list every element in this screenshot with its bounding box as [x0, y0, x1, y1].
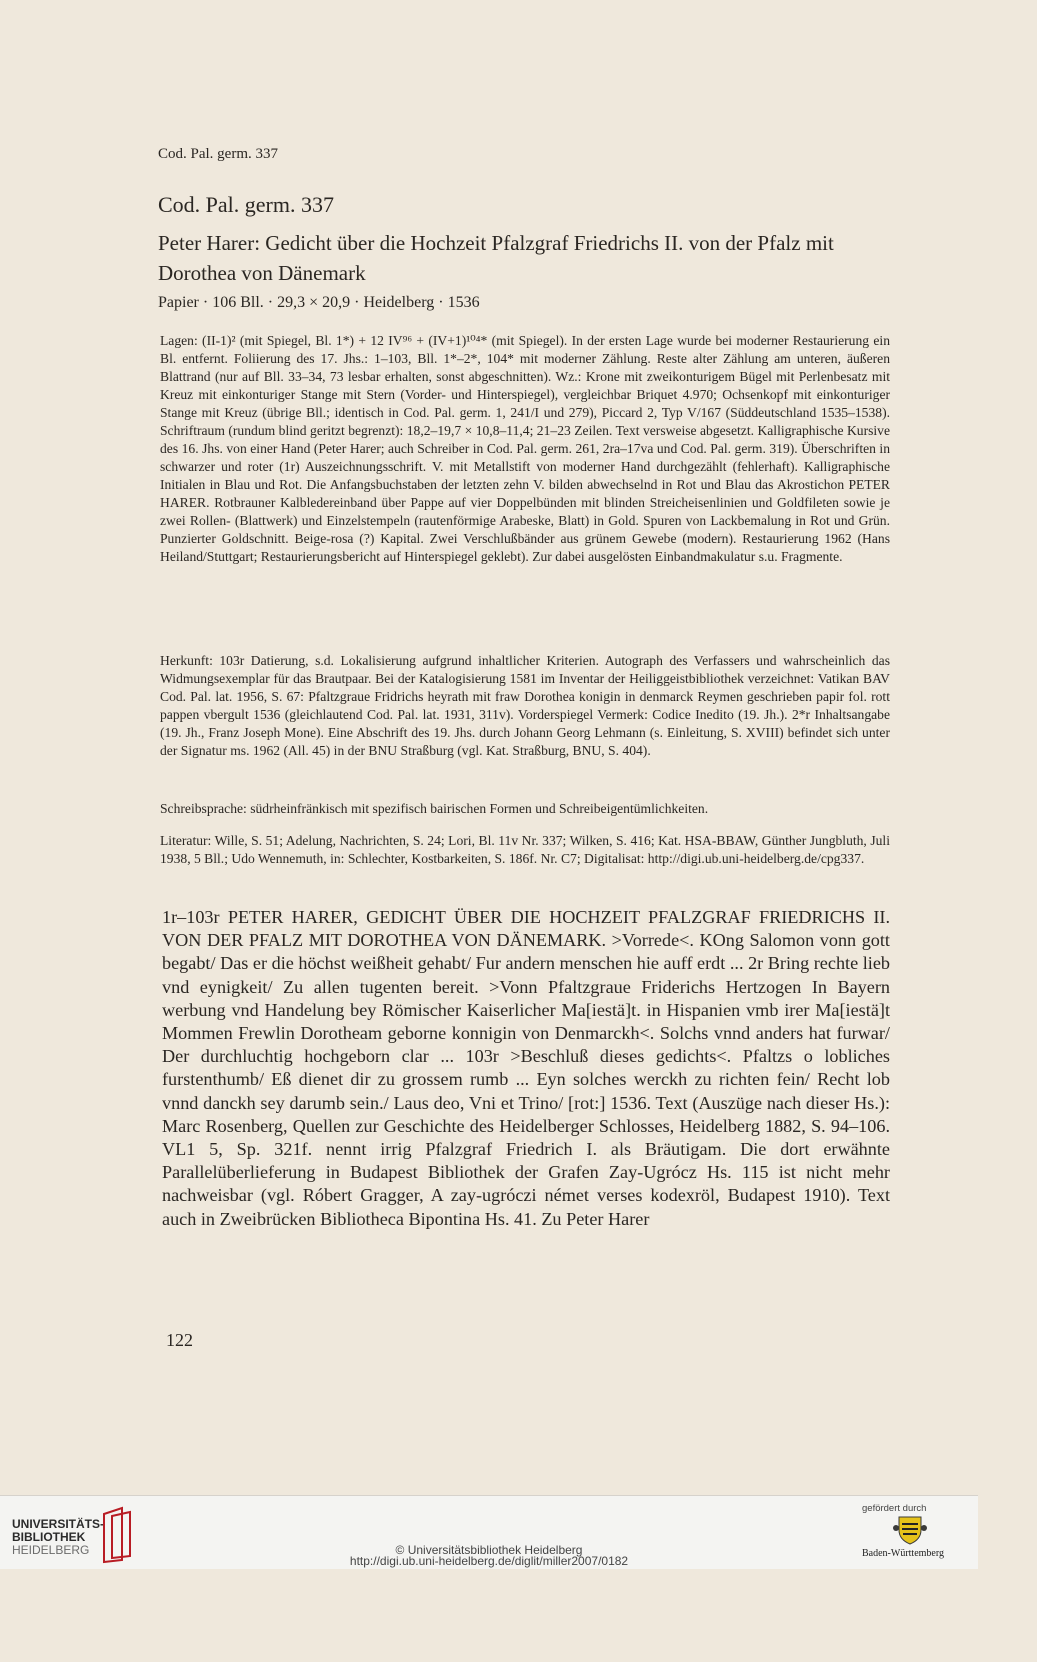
logo-line-2: BIBLIOTHEK — [12, 1530, 86, 1544]
coat-of-arms-icon — [893, 1514, 927, 1546]
logo-line-1: UNIVERSITÄTS- — [12, 1517, 105, 1531]
entry-meta: Papier · 106 Bll. · 29,3 × 20,9 · Heidelberg · 1536 — [158, 294, 480, 311]
literature-paragraph: Literatur: Wille, S. 51; Adelung, Nachrichten, S. 24; Lori, Bl. 11v Nr. 337; Wilken, S. 416; Kat. HSA-BBAW, Günther Jungbluth, Juli 1938, 5 Bll.; Udo Wennemuth, in: Schlechter, Kostbarkeiten, S. 186f. Nr. C7; Digitalisat: http://digi.ub.uni-heidelberg.de/cpg337. — [160, 833, 890, 866]
provenance-paragraph: Herkunft: 103r Datierung, s.d. Lokalisierung aufgrund inhaltlicher Kriterien. Autograph des Verfassers und wahrscheinlich das Widmungsexemplar für das Brautpaar. Bei der Katalogisierung 1581 im Inventar der Heiliggeistbibliothek verzeichnet: Vatikan BAV Cod. Pal. lat. 1956, S. 67: Pfaltzgraue Fridrichs heyrath mit fraw Dorothea konigin in denmarck Reymen geschrieben papir fol. rott pappen vbergult 1536 (gleichlautend Cod. Pal. lat. 1931, 311v). Vorderspiegel Vermerk: Codice Inedito (19. Jh.). 2*r Inhaltsangabe (19. Jh., Franz Joseph Mone). Eine Abschrift des 19. Jhs. durch Johann Georg Lehmann (s. Einleitung, S. XVIII) befindet sich unter der Signatur ms. 1962 (All. 45) in der BNU Straßburg (vgl. Kat. Straßburg, BNU, S. 404). — [160, 653, 890, 758]
permalink[interactable]: http://digi.ub.uni-heidelberg.de/diglit/miller2007/0182 — [349, 1554, 629, 1568]
sponsor-label: gefördert durch — [862, 1503, 927, 1514]
codicological-description: Lagen: (II-1)² (mit Spiegel, Bl. 1*) + 12 IV⁹⁶ + (IV+1)¹⁰⁴* (mit Spiegel). In der ersten Lage wurde bei moderner Restaurierung ein Bl. entfernt. Foliierung des 17. Jhs.: 1–103, Bll. 1*–2*, 104* mit moderner Zählung. Reste alter Zählung am unteren, äußeren Blattrand (nur auf Bll. 33–34, 73 lesbar erhalten, sonst abgeschnitten). Wz.: Krone mit zweikonturigem Bügel mit Perlenbesatz mit Kreuz mit einkonturiger Stange mit Stern (Vorder- und Hinterspiegel), vergleichbar Briquet 4.970; Ochsenkopf mit einkonturiger Stange mit Kreuz (übrige Bll.; identisch in Cod. Pal. germ. 1, 241/I und 279), Piccard 2, Typ V/167 (Süddeutschland 1535–1538). Schriftraum (rundum blind geritzt begrenzt): 18,2–19,7 × 10,8–11,4; 21–23 Zeilen. Text versweise abgesetzt. Kalligraphische Kursive des 16. Jhs. von einer Hand (Peter Harer; auch Schreiber in Cod. Pal. germ. 261, 2ra–17va und Cod. Pal. germ. 319). Überschriften in schwarzer und roter (1r) Auszeichnungsschrift. V. mit Metallstift von moderner Hand durchgezählt (fehlerhaft). Kalligraphische Initialen in Blau und Rot. Die Anfangsbuchstaben der letzten zehn V. bilden abwechselnd in Rot und Blau das Akrostichon PETER HARER. Rotbrauner Kalbledereinband über Pappe auf vier Doppelbünden mit blinden Streicheisenlinien und Goldfileten sowie je zwei Rollen- (Blattwerk) und Einzelstempeln (rautenförmige Arabeske, Blatt) in Gold. Spuren von Lackbemalung in Rot und Grün. Punzierter Goldschnitt. Beige-rosa (?) Kapital. Zwei Verschlußbänder aus grünem Gewebe (modern). Restaurierung 1962 (Hans Heiland/Stuttgart; Restaurierungsbericht auf Hinterspiegel geklebt). Zur dabei ausgelösten Einbandmakulatur s.u. Fragmente. — [160, 333, 890, 564]
logo-line-3: HEIDELBERG — [12, 1543, 90, 1557]
entry-title: Peter Harer: Gedicht über die Hochzeit Pfalzgraf Friedrichs II. von der Pfalz mit Dorothea von Dänemark — [158, 231, 834, 285]
content-entry: 1r–103r PETER HARER, GEDICHT ÜBER DIE HOCHZEIT PFALZGRAF FRIEDRICHS II. VON DER PFALZ MIT DOROTHEA VON DÄNEMARK. >Vorrede<. KOng Salomon vonn gott begabt/ Das er die höchst weißheit gehabt/ Fur andern menschen hie auff erdt ... 2r Bring rechte lieb vnd eynigkeit/ Zu allen tugenten bereit. >Vonn Pfaltzgraue Friderichs Hertzogen In Bayern werbung vnd Handelung bey Römischer Kaiserlicher Ma[iestä]t. in Hispanien vmb irer Ma[iestä]t Mommen Frewlin Dorotheam geborne konnigin von Denmarckh<. Solchs vnnd anders hat furwar/ Der durchluchtig hochgeborn clar ... 103r >Beschluß dieses gedichts<. Pfaltzs o lobliches furstenthumb/ Eß dienet dir zu grossem rumb ... Eyn solches werckh zu richten fein/ Recht lob vnnd danckh sey darumb sein./ Laus deo, Vni et Trino/ [rot:] 1536. Text (Auszüge nach dieser Hs.): Marc Rosenberg, Quellen zur Geschichte des Heidelberger Schlosses, Heidelberg 1882, S. 94–106. VL1 5, Sp. 321f. nennt irrig Pfalzgraf Friedrich I. als Bräutigam. Die dort erwähnte Parallelüberlieferung in Budapest Bibliothek der Grafen Zay-Ugrócz Hs. 115 ist nicht mehr nachweisbar (vgl. Róbert Gragger, A zay-ugróczi német verses kodexröl, Budapest 1910). Text auch in Zweibrücken Bibliotheca Bipontina Hs. 41. Zu Peter Harer — [162, 907, 890, 1229]
copyright-notice: © Universitätsbibliothek Heidelberg — [395, 1543, 583, 1557]
running-head: Cod. Pal. germ. 337 — [158, 146, 278, 162]
viewer-footer — [0, 1495, 978, 1569]
sponsor-name: Baden-Württemberg — [862, 1548, 945, 1559]
language-paragraph: Schreibsprache: südrheinfränkisch mit spezifisch bairischen Formen und Schreibeigentümlichkeiten. — [160, 801, 709, 816]
page-number: 122 — [166, 1330, 193, 1350]
shelfmark-heading: Cod. Pal. germ. 337 — [158, 192, 334, 217]
